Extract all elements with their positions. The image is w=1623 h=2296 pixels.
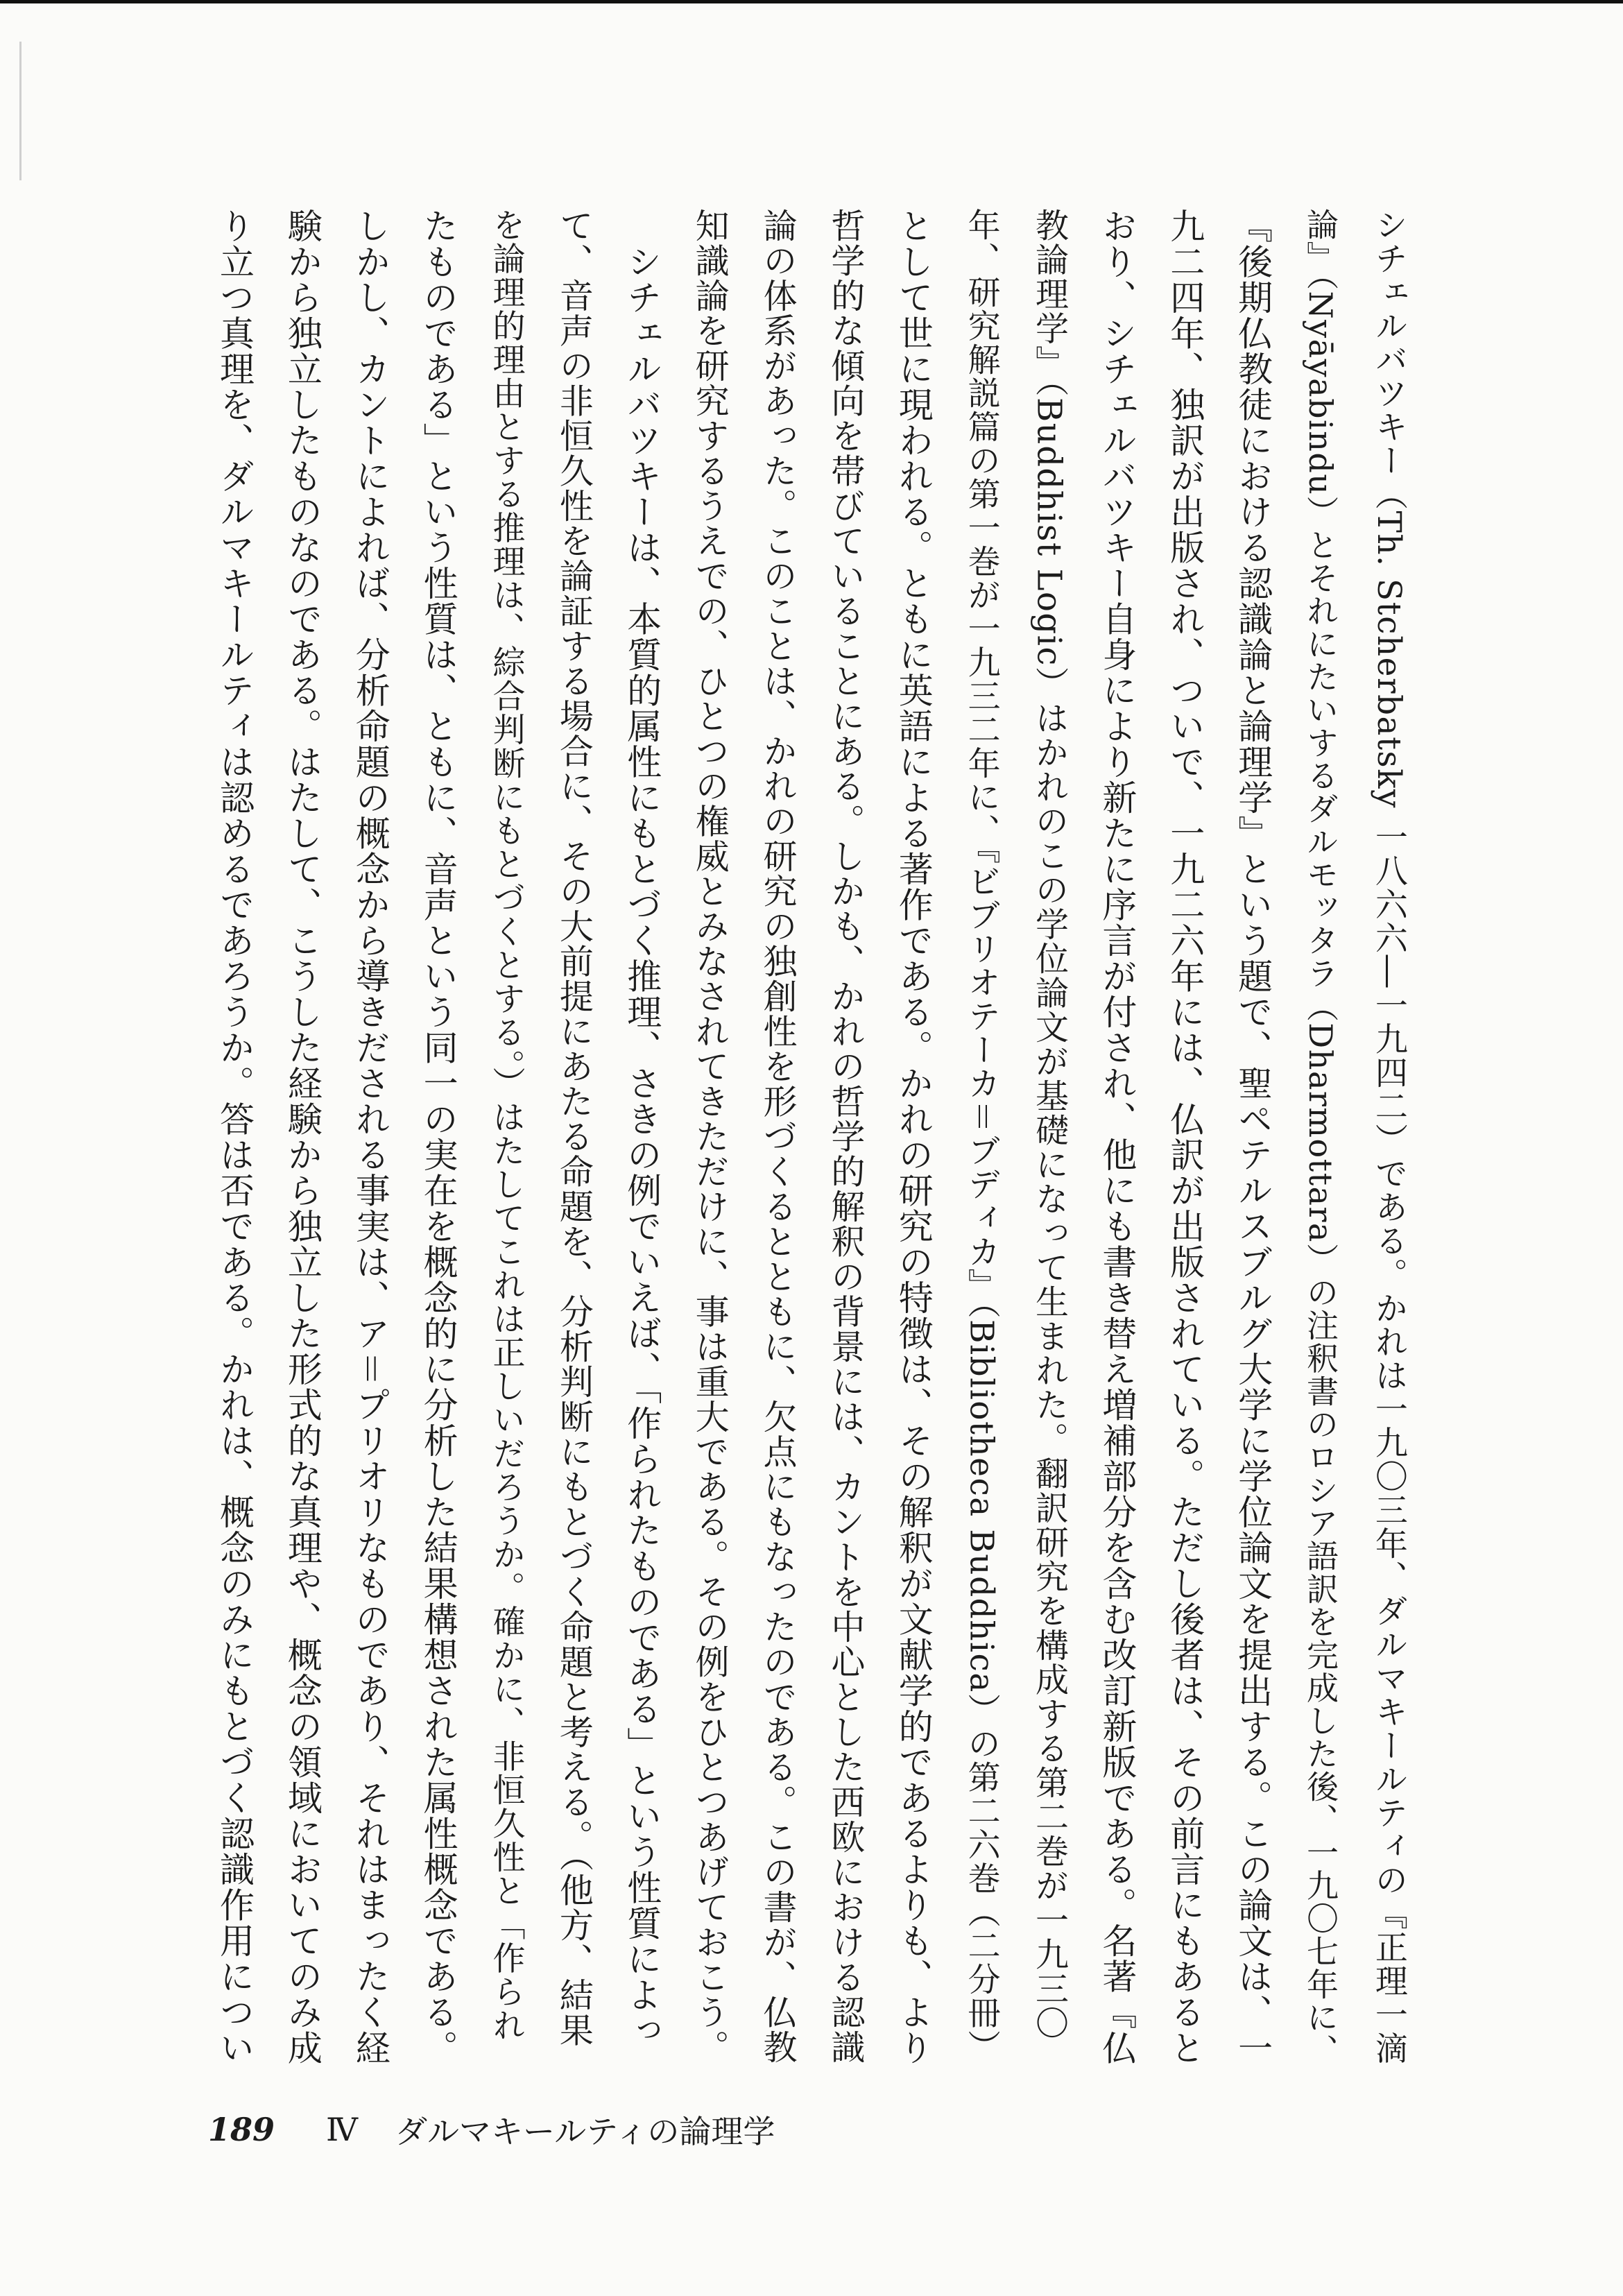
text-line-17: 験から独立したものなのである。はたして、こうした経験から独立した形式的な真理や、概念の領域においてのみ成: [282, 208, 323, 2066]
text-line-14: を論理的理由とする推理は、綜合判断にもとづくとする。）はたしてこれは正しいだろうか。確かに、非恒久性と「作られ: [487, 208, 526, 2042]
page-number: 189: [208, 2111, 275, 2148]
text-line-5: おり、シチェルバツキー自身により新たに序言が付され、他にも書き替え増補部分を含む改訂新版である。名著『仏: [1097, 208, 1137, 2066]
body-text: [201, 208, 1422, 2067]
text-line-2: 論』（Nyāyabindu）とそれにたいするダルモッタラ（Dharmottara）の注釈書のロシア語訳を完成した後、一九〇七年に、: [1302, 208, 1339, 2067]
text-line-6: 教論理学』（Buddhist Logic）はかれのこの学位論文が基礎になって生まれた。翻訳研究を構成する第二巻が一九三〇: [1029, 208, 1069, 2040]
text-line-18: り立つ真理を、ダルマキールティは認めるであろうか。答は否である。かれは、概念のみにもとづく認識作用につい: [214, 208, 255, 2066]
page-footer: [208, 2105, 775, 2154]
text-line-4: 九二四年、独訳が出版され、ついで、一九二六年には、仏訳が出版されている。ただし後者は、その前言にもあると: [1165, 208, 1205, 2066]
text-line-10: 論の体系があった。このことは、かれの研究の独創性を形づくるとともに、欠点にもなったのである。この書が、仏教: [758, 208, 798, 2065]
text-line-8: として世に現われる。ともに英語による著作である。かれの研究の特徴は、その解釈が文献学的であるよりも、より: [893, 208, 934, 2066]
text-line-15: たものである」という性質は、ともに、音声という同一の実在を概念的に分析した結果構想された属性概念である。: [418, 208, 458, 2066]
text-line-9: 哲学的な傾向を帯びていることにある。しかも、かれの哲学的解釈の背景には、カントを中心とした西欧における認識: [825, 208, 866, 2065]
text-line-16: しかし、カントによれば、分析命題の概念から導きだされる事実は、ア＝プリオリなものであり、それはまったく経: [350, 208, 390, 2066]
text-line-11: 知識論を研究するうえでの、ひとつの権威とみなされてきただけに、事は重大である。その例をひとつあげておこう。: [690, 208, 730, 2065]
running-title: ダルマキールティの論理学: [395, 2113, 775, 2150]
top-border: [0, 0, 1623, 3]
text-line-1: シチェルバツキー（Th. Stcherbatsky 一八六六―一九四二）である。かれは一九〇三年、ダルマキールティの『正理一滴: [1369, 208, 1408, 2066]
text-line-3: 『後期仏教徒における認識論と論理学』という題で、聖ペテルスブルグ大学に学位論文を提出する。この論文は、一: [1233, 208, 1273, 2066]
text-line-7: 年、研究解説篇の第一巻が一九三二年に、『ビブリオテーカ＝ブディカ』（Bibliotheca Buddhica）の第二六巻（二分冊）: [962, 208, 1001, 2064]
chapter-number: Ⅳ: [326, 2111, 358, 2148]
text-line-13: て、音声の非恒久性を論証する場合に、その大前提にあたる命題を、分析判断にもとづく命題と考える。（他方、結果: [554, 208, 594, 2048]
binding-shadow: [19, 42, 22, 180]
text-line-12: シチェルバツキーは、本質的属性にもとづく推理、さきの例でいえば、「作られたものである」という性質によっ: [621, 208, 662, 2048]
